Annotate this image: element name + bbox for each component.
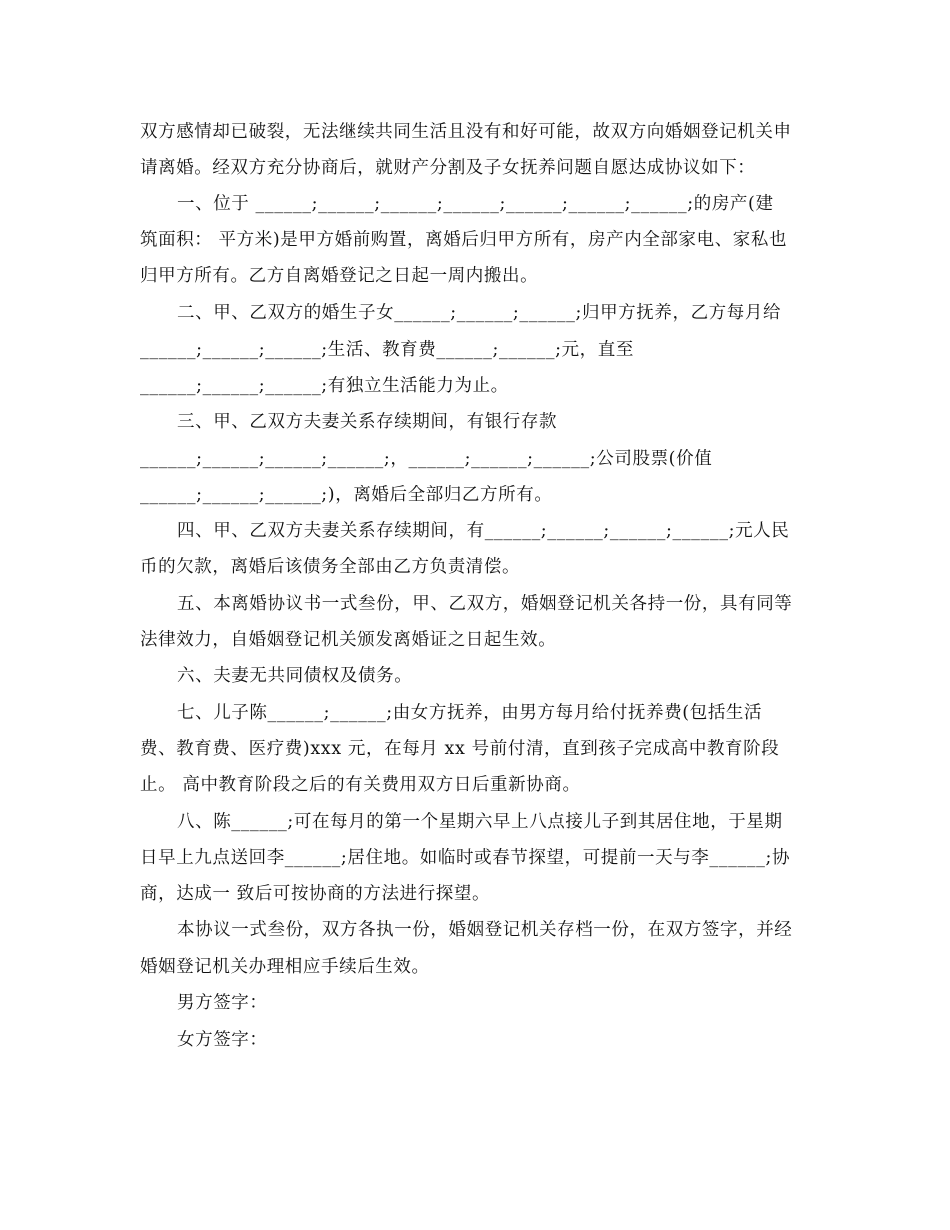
doc-line: 止。 高中教育阶段之后的有关费用双方日后重新协商。 [140,775,581,795]
doc-line: ______;______;______;)，离婚后全部归乙方所有。 [140,485,553,505]
clause-7: 七、儿子陈______;______;由女方抚养，由男方每月给付抚养费(包括生活 [177,703,763,723]
clause-1: 一、位于 ______;______;______;______;______;______;______;的房产(建 [177,194,774,214]
husband-signature-label: 男方签字： [177,993,268,1013]
clause-5: 五、本离婚协议书一式叁份，甲、乙双方，婚姻登记机关各持一份，具有同等 [177,594,793,614]
clause-8: 八、陈______;可在每月的第一个星期六早上八点接儿子到其居住地，于星期 [177,812,783,832]
doc-line: ______;______;______;生活、教育费______;______;元，直至 [140,340,634,360]
wife-signature-label: 女方签字： [177,1030,268,1050]
doc-line: 日早上九点送回李______;居住地。如临时或春节探望，可提前一天与李______;协 [140,848,791,868]
doc-line: 币的欠款，离婚后该债务全部由乙方负责清偿。 [140,557,521,577]
doc-line: 商，达成一 致后可按协商的方法进行探望。 [140,884,491,904]
doc-line: 法律效力，自婚姻登记机关颁发离婚证之日起生效。 [140,630,557,650]
clause-2: 二、甲、乙双方的婚生子女______;______;______;归甲方抚养，乙方每月给 [177,303,782,323]
doc-line: ______;______;______;______;，______;______;______;公司股票(价值 [140,449,713,469]
doc-line: 婚姻登记机关办理相应手续后生效。 [140,957,430,977]
doc-line: 筑面积： 平方米)是甲方婚前购置，离婚后归甲方所有，房产内全部家电、家私也 [140,230,788,250]
clause-3: 三、甲、乙双方夫妻关系存续期间，有银行存款 [177,412,558,432]
clause-4: 四、甲、乙双方夫妻关系存续期间，有______;______;______;______;元人民 [177,521,790,541]
doc-line: 请离婚。经双方充分协商后，就财产分割及子女抚养问题自愿达成协议如下： [140,158,756,178]
closing-paragraph: 本协议一式叁份，双方各执一份，婚姻登记机关存档一份，在双方签字，并经 [177,920,793,940]
doc-line: 双方感情却已破裂，无法继续共同生活且没有和好可能，故双方向婚姻登记机关申 [140,122,792,142]
doc-line: 费、教育费、医疗费)xxx 元，在每月 xx 号前付清，直到孩子完成高中教育阶段 [140,739,780,759]
clause-6: 六、夫妻无共同债权及债务。 [177,666,413,686]
doc-line: 归甲方所有。乙方自离婚登记之日起一周内搬出。 [140,266,539,286]
doc-line: ______;______;______;有独立生活能力为止。 [140,376,509,396]
